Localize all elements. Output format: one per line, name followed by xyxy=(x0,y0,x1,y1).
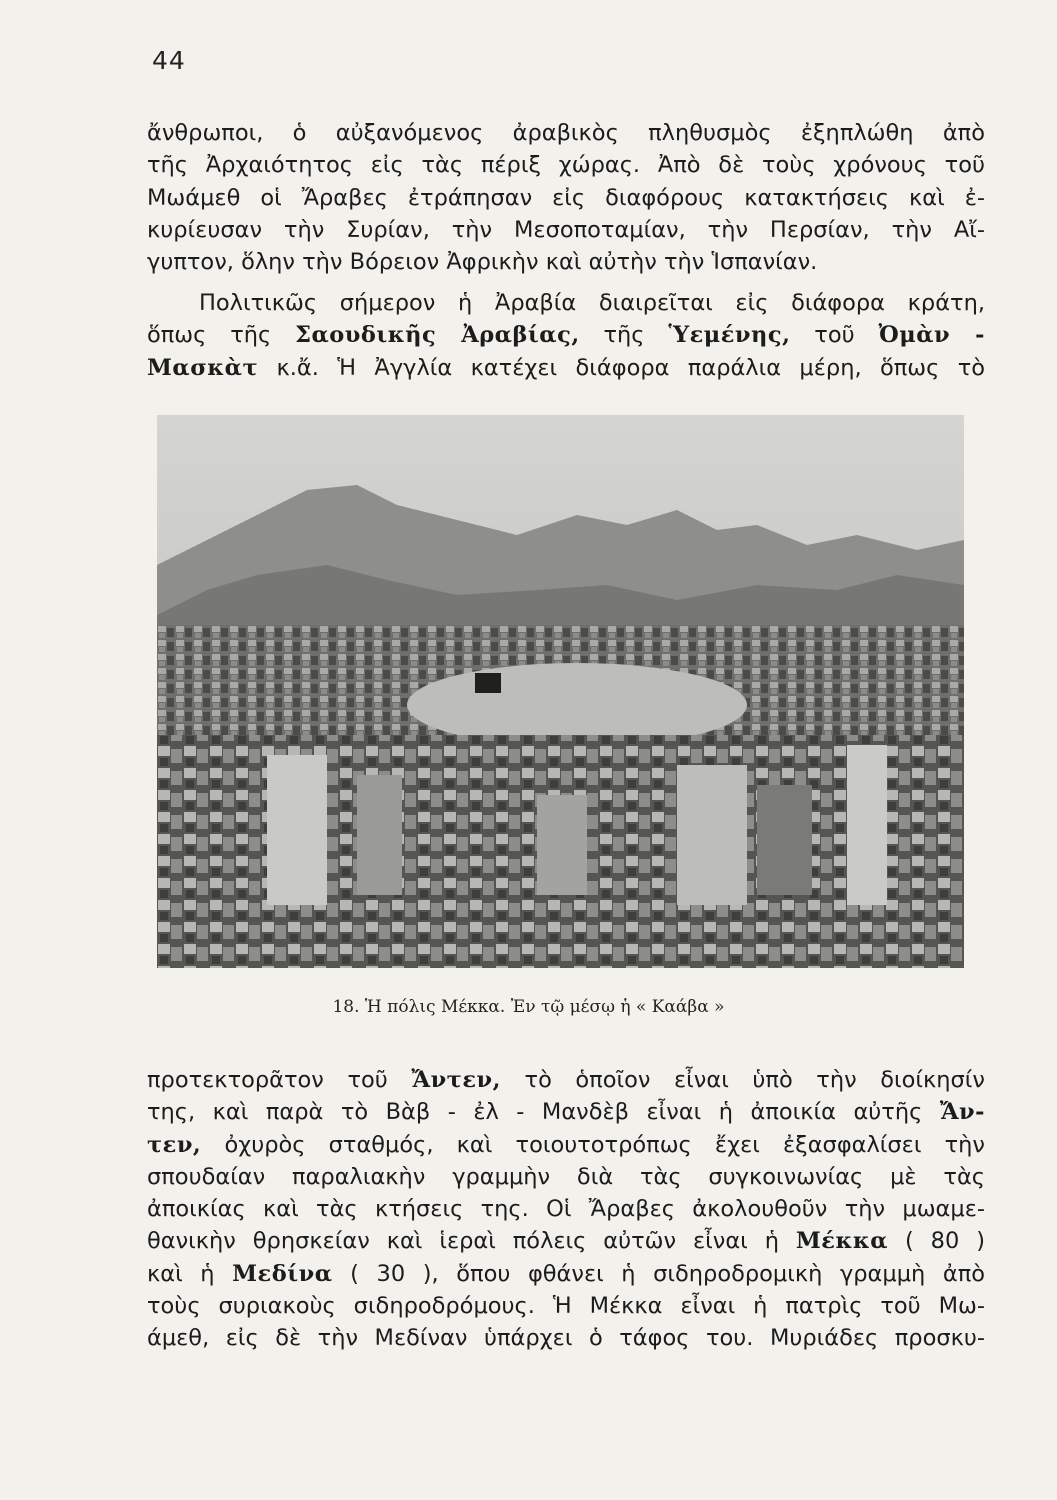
term-aden: Ἄντεν, xyxy=(411,1067,501,1093)
page-number: 44 xyxy=(152,46,186,75)
photo-tower xyxy=(847,745,887,905)
text-line: Πολιτικῶς σήμερον ἡ Ἀραβία διαιρεῖται εἰς διάφορα κράτη, xyxy=(199,290,985,316)
text-run: τὸ ὁποῖον εἶναι ὑπὸ τὴν διοίκησίν xyxy=(524,1067,985,1093)
term-medina: Μεδίνα xyxy=(232,1260,333,1287)
photo-courtyard xyxy=(407,663,747,747)
photo-kaaba xyxy=(475,673,501,693)
term-saudi-arabia: Σαουδικῆς Ἀραβίας, xyxy=(295,322,580,349)
text-line: γυπτον, ὅλην τὴν Βόρειον Ἀφρικὴν καὶ αὐτὴν τὴν Ἱσπανίαν. xyxy=(147,249,818,276)
figure-caption: 18. Ἡ πόλις Μέκκα. Ἐν τῷ μέσῳ ἡ « Καάβα » xyxy=(332,997,725,1017)
text-run: ὀχυρὸς σταθμός, καὶ τοιουτοτρόπως ἔχει ἐξασφαλίσει τὴν xyxy=(224,1131,985,1158)
text-line: άμεθ, εἰς δὲ τὴν Μεδίναν ὑπάρχει ὁ τάφος του. Μυριάδες προσκυ- xyxy=(147,1325,985,1352)
text-run: τοῦ xyxy=(814,322,855,349)
text-run: της, καὶ παρὰ τὸ Βὰβ - ἐλ - Μανδὲβ εἶναι ἡ ἀποικία αὐτῆς xyxy=(147,1099,923,1126)
term-mecca: Μέκκα xyxy=(795,1228,889,1255)
text-line: τοὺς συριακοὺς σιδηροδρόμους. Ἡ Μέκκα εἶναι ἡ πατρὶς τοῦ Μω- xyxy=(147,1293,985,1320)
photo-tower xyxy=(677,765,747,905)
text-line: ἄνθρωποι, ὁ αὐξανόμενος ἀραβικὸς πληθυσμὸς ἐξηπλώθη ἀπὸ xyxy=(147,120,985,146)
text-line: κυρίευσαν τὴν Συρίαν, τὴν Μεσοποταμίαν, τὴν Περσίαν, τὴν Αἴ- xyxy=(147,216,985,243)
mecca-photograph xyxy=(157,415,964,968)
photo-tower xyxy=(537,795,587,895)
text-line xyxy=(147,319,985,351)
term-oman: Ὀμὰν - xyxy=(878,322,985,349)
text-run: ὅπως τῆς xyxy=(147,322,272,349)
text-line xyxy=(147,1129,985,1161)
text-run: ( 30 ), ὅπου φθάνει ἡ σιδηροδρομικὴ γραμμὴ ἀπὸ xyxy=(350,1260,986,1287)
photo-tower xyxy=(267,755,327,905)
text-line xyxy=(147,352,985,384)
text-line xyxy=(147,1096,985,1128)
term-aden: Ἄν- xyxy=(939,1099,985,1126)
text-run: καὶ ἡ xyxy=(147,1260,215,1287)
paragraph-2 xyxy=(147,287,985,384)
term-yemen: Ὑεμένης, xyxy=(668,322,791,349)
text-line xyxy=(147,1225,985,1257)
text-line: ἀποικίας καὶ τὰς κτήσεις της. Οἱ Ἄραβες ἀκολουθοῦν τὴν μωαμε- xyxy=(147,1196,985,1223)
text-run: κ.ἄ. Ἡ Ἀγγλία κατέχει διάφορα παράλια μέρη, ὅπως τὸ xyxy=(276,354,986,381)
photo-tower xyxy=(757,785,812,895)
text-line: σπουδαίαν παραλιακὴν γραμμὴν διὰ τὰς συγκοινωνίας μὲ τὰς xyxy=(147,1163,985,1190)
paragraph-3 xyxy=(147,1064,985,1355)
text-line xyxy=(147,1258,985,1290)
text-line: τῆς Ἀρχαιότητος εἰς τὰς πέριξ χώρας. Ἀπὸ δὲ τοὺς χρόνους τοῦ xyxy=(147,152,985,179)
text-run: προτεκτορᾶτον τοῦ xyxy=(147,1067,388,1093)
photo-tower xyxy=(357,775,402,895)
text-run: τῆς xyxy=(603,322,645,349)
term-muscat: Μασκὰτ xyxy=(147,354,259,381)
text-run: θανικὴν θρησκείαν καὶ ἱεραὶ πόλεις αὐτῶν εἶναι ἡ xyxy=(147,1228,779,1255)
text-run: ( 80 ) xyxy=(904,1228,985,1255)
paragraph-1 xyxy=(147,117,985,278)
term-aden: τεν, xyxy=(147,1131,202,1158)
text-line: Μωάμεθ οἱ Ἄραβες ἐτράπησαν εἰς διαφόρους κατακτήσεις καὶ ἐ- xyxy=(147,184,985,211)
text-line xyxy=(147,1064,985,1096)
